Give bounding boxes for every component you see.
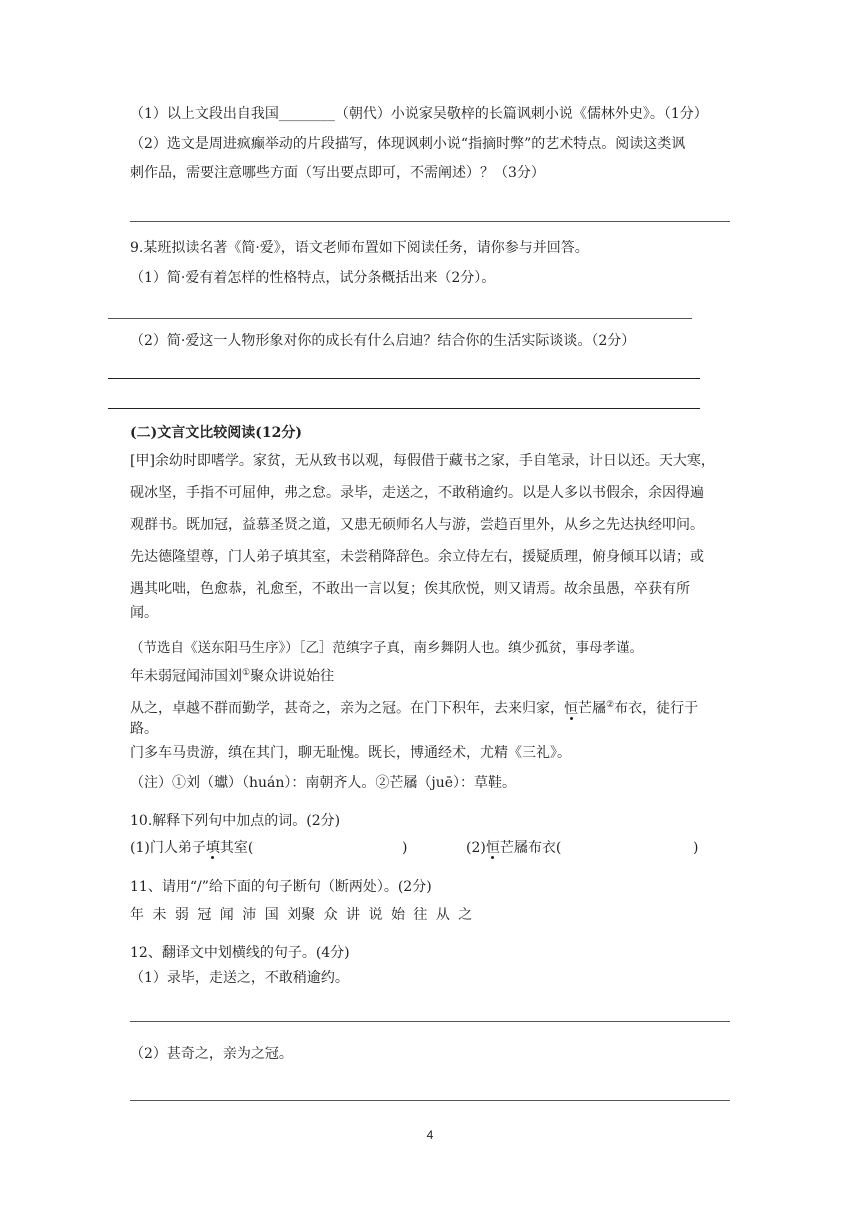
q12-stem: 12、翻译文中划横线的句子。(4分) <box>130 945 350 961</box>
answer-line[interactable] <box>130 1100 730 1101</box>
emphasized-word: 填 <box>205 840 220 856</box>
passage-jia-line: [甲]余幼时即嗜学。家贫，无从致书以观，每假借于藏书之家，手自笔录，计日以还。天大寒， <box>130 453 715 469</box>
answer-line[interactable] <box>108 318 692 319</box>
answer-line[interactable] <box>108 408 700 409</box>
q10-item2: (2)恒芒屩布衣( <box>466 840 562 856</box>
passage-yi-line: 从之，卓越不群而勤学，甚奇之，亲为之冠。在门下积年，去来归家，恒芒屩②布衣，徒行于 <box>130 700 699 717</box>
q10-stem: 10.解释下列句中加点的词。(2分) <box>130 813 341 829</box>
answer-line[interactable] <box>108 378 700 379</box>
passage-jia-line: 先达德隆望尊，门人弟子填其室，未尝稍降辞色。余立侍左右，援疑质理，俯身倾耳以请；或 <box>130 549 704 565</box>
answer-line[interactable] <box>130 1021 730 1022</box>
q8-part1: （1）以上文段出自我国________（朝代）小说家吴敬梓的长篇讽刺小说《儒林外史》。（1分） <box>130 106 708 122</box>
answer-line[interactable] <box>130 221 730 222</box>
page-number: 4 <box>426 1128 434 1142</box>
q10-item1: (1)门人弟子填其室( <box>130 840 254 856</box>
q8-part2-line1: （2）选文是周进疯癫举动的片段描写，体现讽刺小说“指摘时弊”的艺术特点。阅读这类讽 <box>130 136 686 152</box>
q11-stem: 11、请用“/”给下面的句子断句（断两处）。(2分) <box>130 879 432 895</box>
q12-part2: （2）甚奇之，亲为之冠。 <box>130 1046 293 1062</box>
passage-note: （注）①刘（瓛）（huán）：南朝齐人。②芒屩（juē）：草鞋。 <box>130 775 517 791</box>
q12-part1: （1）录毕，走送之，不敢稍逾约。 <box>130 970 349 986</box>
section-heading: (二)文言文比较阅读(12分) <box>130 425 302 441</box>
passage-jia-line: 闻。 <box>130 605 158 621</box>
q9-stem: 9.某班拟读名著《简·爱》，语文老师布置如下阅读任务，请你参与并回答。 <box>130 240 589 256</box>
q11-sentence: 年 未 弱 冠 闻 沛 国 刘聚 众 讲 说 始 往 从 之 <box>130 907 473 923</box>
passage-jia-line: 砚冰坚，手指不可屈伸，弗之怠。录毕，走送之，不敢稍逾约。以是人多以书假余，余因得遍 <box>130 485 704 501</box>
q10-item2-close: ) <box>693 840 699 856</box>
passage-yi-line: 路。 <box>130 721 158 737</box>
q10-item1-close: ) <box>402 840 408 856</box>
q8-part2-line2: 刺作品，需要注意哪些方面（写出要点即可，不需阐述）？（3分） <box>130 165 545 181</box>
emphasized-word: 恒 <box>485 840 500 856</box>
passage-jia-line: 观群书。既加冠，益慕圣贤之道，又患无硕师名人与游，尝趋百里外，从乡之先达执经叩问。 <box>130 517 704 533</box>
emphasized-word: 恒 <box>564 700 578 717</box>
passage-source-line: （节选自《送东阳马生序》）［乙］范缜字子真，南乡舞阴人也。缜少孤贫，事母孝谨。 <box>130 640 643 656</box>
passage-yi-line: 门多车马贵游，缜在其门，聊无耻愧。既长，博通经术，尤精《三礼》。 <box>130 745 571 761</box>
q9-part1: （1）简·爱有着怎样的性格特点，试分条概括出来（2分）。 <box>130 270 496 286</box>
passage-jia-line: 遇其叱咄，色愈恭，礼愈至，不敢出一言以复；俟其欣悦，则又请焉。故余虽愚，卒获有所 <box>130 581 690 597</box>
q9-part2: （2）简·爱这一人物形象对你的成长有什么启迪？结合你的生活实际谈谈。（2分） <box>130 333 636 349</box>
passage-yi-line: 年未弱冠闻沛国刘①聚众讲说始往 <box>130 668 335 685</box>
